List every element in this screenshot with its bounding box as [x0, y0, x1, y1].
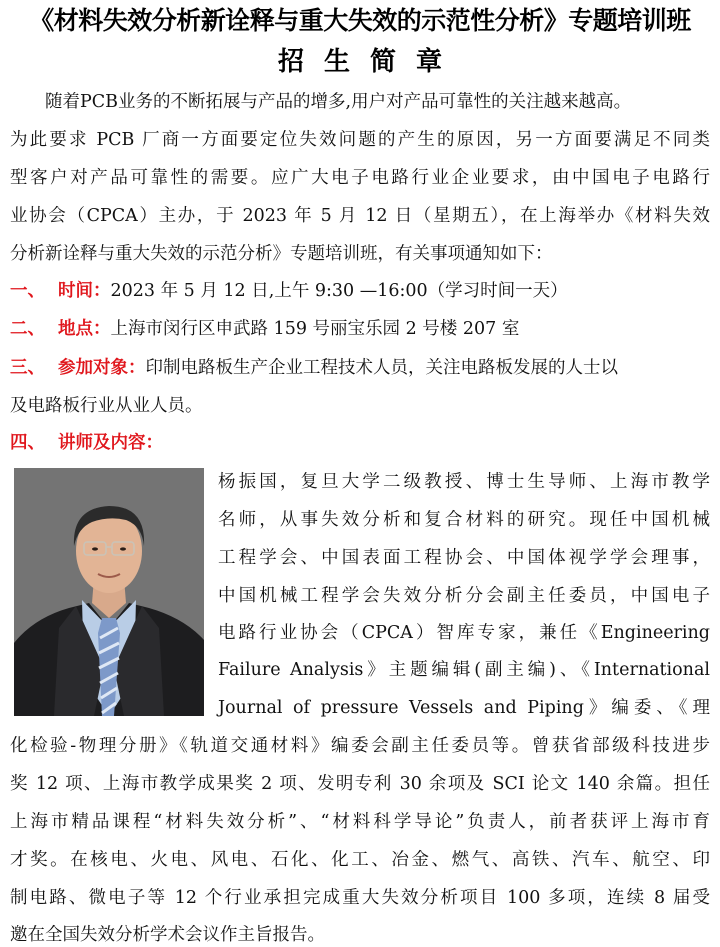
intro-line-1: 随着PCB业务的不断拓展与产品的增多,用户对产品可靠性的关注越来越高。 — [10, 92, 632, 112]
bio-line-10: 上海市精品课程“材料失效分析”、“材料科学导论”负责人，前者获评上海市育 — [10, 812, 710, 832]
intro-line-3: 型客户对产品可靠性的需要。应广大电子电路行业企业要求，由中国电子电路行 — [10, 168, 710, 188]
bio-line-9: 奖 12 项、上海市教学成果奖 2 项、发明专利 30 余项及 SCI 论文 140 余篇。担任 — [10, 774, 710, 794]
section-lecturer — [10, 431, 710, 455]
bio-line-3: 工程学会、中国表面工程协会、中国体视学学会理事， — [218, 548, 710, 568]
lecturer-photo — [14, 468, 204, 716]
section-label-location: 地点： — [58, 319, 111, 339]
section-label-lecturer: 讲师及内容： — [58, 433, 163, 453]
bio-line-12: 制电路、微电子等 12 个行业承担完成重大失效分析项目 100 多项，连续 8 届受 — [10, 888, 710, 908]
section-audience — [10, 356, 710, 380]
section-location — [10, 317, 710, 341]
bio-line-13: 邀在全国失效分析学术会议作主旨报告。 — [10, 925, 325, 945]
intro-line-4: 业协会（CPCA）主办，于 2023 年 5 月 12 日（星期五），在上海举办《材料失效 — [10, 206, 710, 226]
bio-line-6: Failure Analysis》主题编辑(副主编)、《International — [218, 660, 710, 680]
document-title: 《材料失效分析新诠释与重大失效的示范性分析》专题培训班 — [29, 6, 691, 35]
bio-line-11: 才奖。在核电、火电、风电、石化、化工、冶金、燃气、高铁、汽车、航空、印 — [10, 850, 710, 870]
bio-line-8: 化检验-物理分册》《轨道交通材料》编委会副主任委员等。曾获省部级科技进步 — [10, 736, 710, 756]
intro-line-2: 为此要求 PCB 厂商一方面要定位失效问题的产生的原因，另一方面要满足不同类 — [10, 130, 710, 150]
portrait-illustration — [14, 468, 204, 716]
section-number: 三、 — [10, 358, 45, 378]
section-value-time: 2023 年 5 月 12 日,上午 9:30 —16:00（学习时间一天） — [110, 281, 568, 301]
section-number: 一、 — [10, 281, 45, 301]
bio-line-5: 电路行业协会（CPCA）智库专家，兼任《Engineering — [218, 623, 710, 643]
bio-line-2: 名师，从事失效分析和复合材料的研究。现任中国机械 — [218, 510, 710, 530]
section-number: 二、 — [10, 319, 45, 339]
document-subtitle: 招生简章 — [277, 47, 462, 77]
intro-line-5: 分析新诠释与重大失效的示范分析》专题培训班，有关事项通知如下： — [10, 244, 553, 264]
section-value-location: 上海市闵行区申武路 159 号丽宝乐园 2 号楼 207 室 — [110, 319, 520, 339]
section-value-audience-1: 印制电路板生产企业工程技术人员，关注电路板发展的人士以 — [145, 358, 618, 378]
section-time — [10, 279, 710, 303]
section-label-audience: 参加对象： — [58, 358, 146, 378]
section-value-audience-2: 及电路板行业从业人员。 — [10, 396, 203, 416]
bio-line-1: 杨振国，复旦大学二级教授、博士生导师、上海市教学 — [218, 472, 710, 492]
section-number: 四、 — [10, 433, 45, 453]
bio-line-4: 中国机械工程学会失效分析分会副主任委员，中国电子 — [218, 586, 710, 606]
section-label-time: 时间： — [58, 281, 111, 301]
bio-line-7: Journal of pressure Vessels and Piping》编委、《理 — [218, 698, 710, 718]
